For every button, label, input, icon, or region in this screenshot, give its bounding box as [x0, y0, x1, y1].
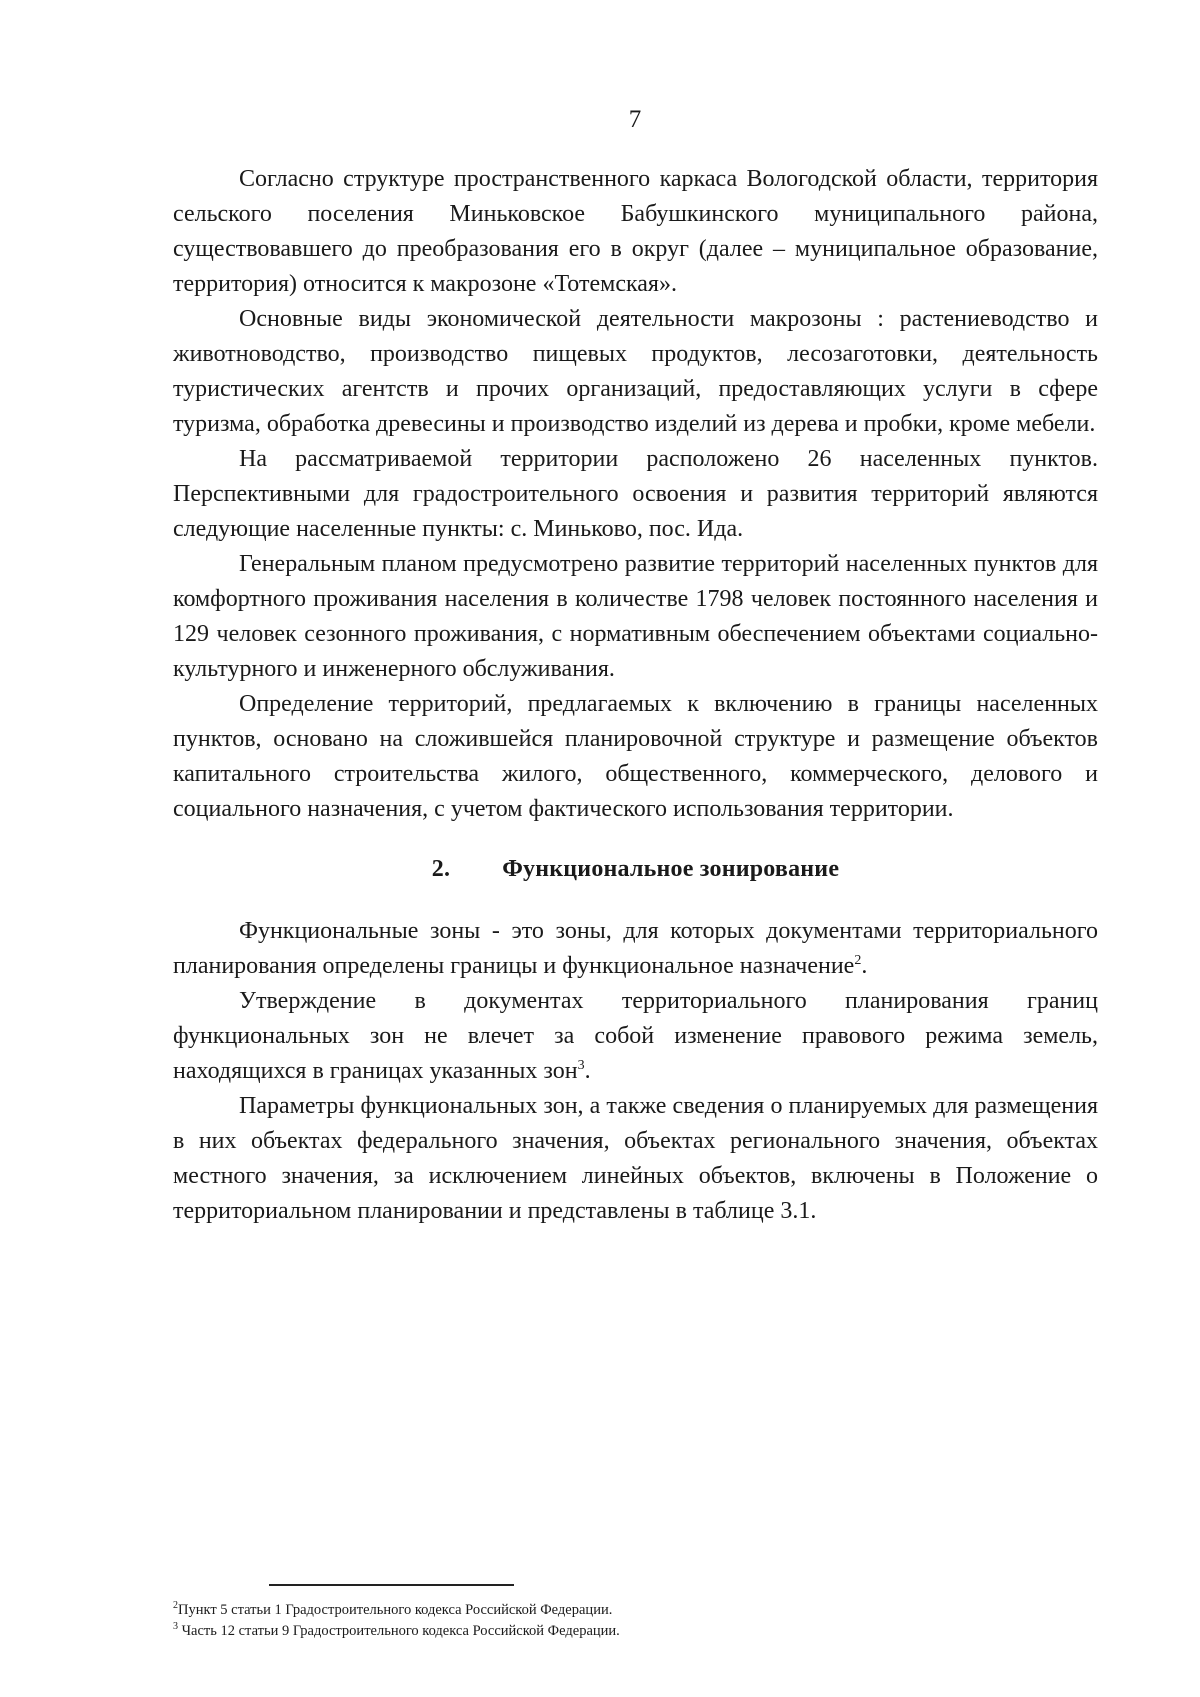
footnote-2 [173, 1600, 1073, 1621]
footnote-text: Часть 12 статьи 9 Градостроительного кодекса Российской Федерации. [178, 1623, 620, 1639]
footnotes [173, 1600, 1073, 1642]
punctuation: . [861, 953, 868, 979]
paragraph-functional-zones [173, 914, 1098, 984]
paragraph-functional-zones-text: Функциональные зоны - это зоны, для которых документами территориального планирования определены границы и функциональное назначение [173, 918, 1098, 979]
footnote-text: Пункт 5 статьи 1 Градостроительного кодекса Российской Федерации. [178, 1602, 613, 1618]
paragraph-zone-approval [173, 984, 1098, 1089]
footnote-ref-3[interactable]: 3 [577, 1058, 585, 1073]
section-title: Функциональное зонирование [502, 856, 840, 882]
punctuation: . [584, 1058, 591, 1084]
paragraph-zone-approval-text: Утверждение в документах территориального планирования границ функциональных зон не влечет за собой изменение правового режима земель, находящихся в границах указанных зон [173, 988, 1098, 1084]
footnote-marker: 2 [173, 1600, 178, 1611]
paragraph-settlements: На рассматриваемой территории расположено 26 населенных пунктов. Перспективными для градостроительного освоения и развития территорий являются следующие населенные пункты: с. Миньково, пос. Ида. [173, 446, 1098, 542]
paragraph-spatial-framework: Согласно структуре пространственного каркаса Вологодской области, территория сельского поселения Миньковское Бабушкинского муниципального района, существовавшего до преобразования его в округ (далее – муниципальное образование, территория) относится к макрозоне «Тотемская». [173, 166, 1098, 297]
footnote-separator [269, 1584, 514, 1586]
paragraph-economic-activities: Основные виды экономической деятельности макрозоны : растениеводство и животноводство, производство пищевых продуктов, лесозаготовки, деятельность туристических агентств и прочих организаций, предоставляющих услуги в сфере туризма, обработка древесины и производство изделий из дерева и пробки, кроме мебели. [173, 306, 1098, 437]
section-number: 2. [431, 856, 451, 882]
section-heading [173, 852, 1098, 887]
paragraph-zone-parameters: Параметры функциональных зон, а также сведения о планируемых для размещения в них объектах федерального значения, объектах регионального значения, объектах местного значения, за исключением линейных объектов, включены в Положение о территориальном планировании и представлены в таблице 3.1. [173, 1093, 1098, 1224]
footnote-3 [173, 1621, 1073, 1642]
document-body [173, 162, 1098, 1229]
footnote-ref-2[interactable]: 2 [854, 953, 862, 968]
paragraph-general-plan: Генеральным планом предусмотрено развитие территорий населенных пунктов для комфортного проживания населения в количестве 1798 человек постоянного населения и 129 человек сезонного проживания, с нормативным обеспечением объектами социально-культурного и инженерного обслуживания. [173, 551, 1098, 682]
footnote-marker: 3 [173, 1621, 178, 1632]
paragraph-territory-definition: Определение территорий, предлагаемых к включению в границы населенных пунктов, основано на сложившейся планировочной структуре и размещение объектов капитального строительства жилого, общественного, коммерческого, делового и социального назначения, с учетом фактического использования территории. [173, 691, 1098, 822]
page-number: 7 [628, 106, 642, 133]
